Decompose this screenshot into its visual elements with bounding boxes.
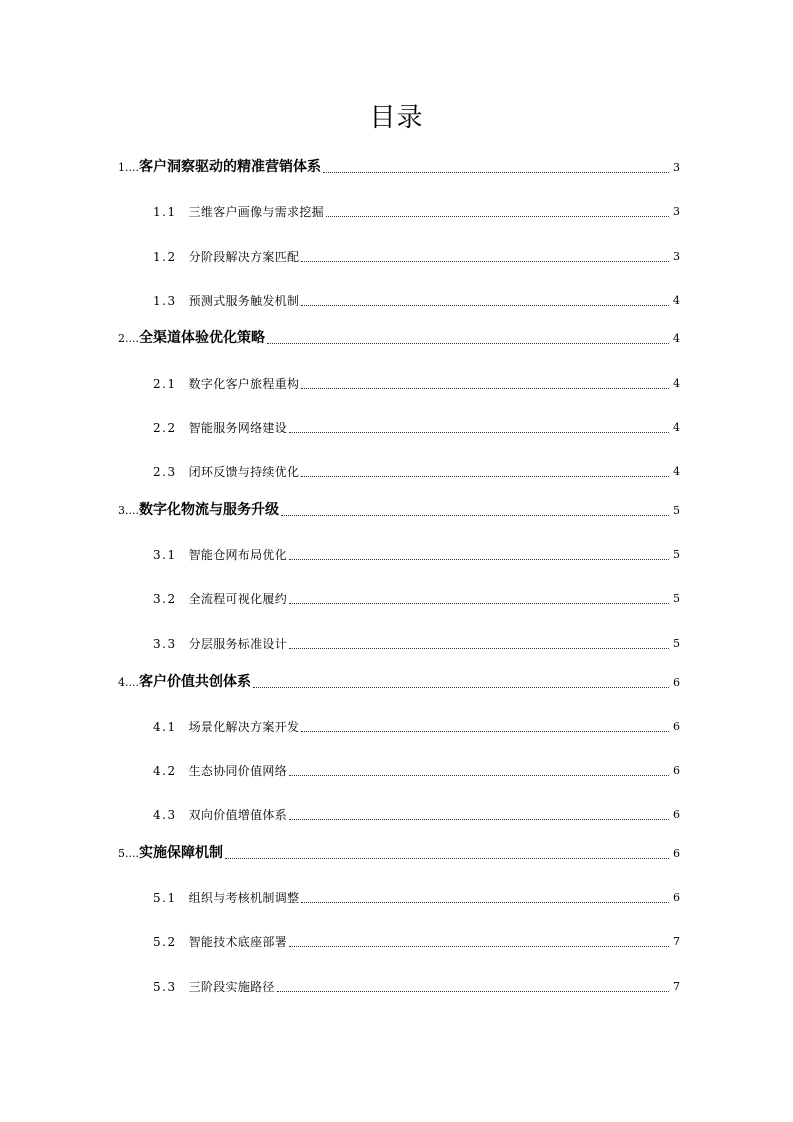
toc-entry-page: 4 bbox=[673, 421, 680, 434]
toc-entry-title: 实施保障机制 bbox=[139, 845, 223, 861]
toc-entry-title: 三维客户画像与需求挖掘 bbox=[188, 205, 324, 219]
toc-entry-4-3[interactable] bbox=[153, 803, 680, 823]
toc-entry-1[interactable] bbox=[118, 156, 680, 176]
toc-entry-5-1[interactable] bbox=[153, 886, 680, 906]
toc-entry-page: 3 bbox=[673, 205, 680, 218]
toc-dot-leader bbox=[301, 387, 669, 389]
toc-entry-title: 全渠道体验优化策略 bbox=[139, 330, 265, 346]
toc-entry-title: 客户价值共创体系 bbox=[139, 674, 251, 690]
toc-entry-title: 数字化物流与服务升级 bbox=[139, 502, 279, 518]
toc-dot-leader bbox=[289, 558, 669, 560]
toc-dot-leader bbox=[289, 774, 669, 776]
toc-entry-page: 5 bbox=[673, 637, 680, 650]
toc-entry-number: 1.2 bbox=[153, 250, 177, 264]
page-title: 目录 bbox=[369, 103, 424, 133]
toc-entry-number: 2.2 bbox=[153, 421, 177, 435]
toc-entry-number: 5.1 bbox=[153, 891, 177, 905]
toc-entry-page: 6 bbox=[673, 808, 680, 821]
toc-entry-number: 5.2 bbox=[153, 935, 177, 949]
toc-entry-page: 5 bbox=[673, 548, 680, 561]
toc-entry-number: 3.3 bbox=[153, 637, 177, 651]
toc-entry-number: 4 .... bbox=[118, 675, 139, 691]
toc-entry-title: 双向价值增值体系 bbox=[188, 808, 287, 822]
toc-entry-2[interactable] bbox=[118, 327, 680, 347]
toc-dot-leader bbox=[301, 260, 669, 262]
toc-dot-leader bbox=[253, 686, 669, 688]
toc-entry-page: 6 bbox=[673, 764, 680, 777]
toc-entry-page: 7 bbox=[673, 980, 680, 993]
toc-dot-leader bbox=[301, 304, 669, 306]
toc-entry-2-1[interactable] bbox=[153, 372, 680, 392]
toc-dot-leader bbox=[225, 857, 669, 859]
toc-entry-3-1[interactable] bbox=[153, 543, 680, 563]
toc-entry-1-1[interactable] bbox=[153, 200, 680, 220]
toc-dot-leader bbox=[301, 730, 669, 732]
toc-dot-leader bbox=[289, 647, 669, 649]
toc-dot-leader bbox=[301, 475, 669, 477]
toc-dot-leader bbox=[289, 602, 669, 604]
toc-entry-page: 3 bbox=[673, 161, 680, 174]
toc-entry-2-3[interactable] bbox=[153, 460, 680, 480]
toc-entry-page: 4 bbox=[673, 377, 680, 390]
toc-entry-title: 三阶段实施路径 bbox=[188, 980, 275, 994]
toc-entry-5-3[interactable] bbox=[153, 975, 680, 995]
toc-entry-title: 客户洞察驱动的精准营销体系 bbox=[139, 159, 321, 175]
toc-dot-leader bbox=[289, 431, 669, 433]
toc-entry-page: 4 bbox=[673, 294, 680, 307]
toc-entry-1-3[interactable] bbox=[153, 289, 680, 309]
toc-entry-number: 1 .... bbox=[118, 160, 139, 176]
toc-entry-4[interactable] bbox=[118, 671, 680, 691]
toc-entry-page: 5 bbox=[673, 592, 680, 605]
toc-entry-page: 4 bbox=[673, 465, 680, 478]
toc-dot-leader bbox=[277, 990, 669, 992]
toc-entry-page: 7 bbox=[673, 935, 680, 948]
toc-entry-number: 2 .... bbox=[118, 331, 139, 347]
toc-entry-2-2[interactable] bbox=[153, 416, 680, 436]
toc-entry-title: 智能服务网络建设 bbox=[188, 421, 287, 435]
toc-entry-number: 3.2 bbox=[153, 592, 177, 606]
toc-dot-leader bbox=[301, 901, 669, 903]
toc-entry-page: 4 bbox=[673, 332, 680, 345]
toc-entry-number: 4.2 bbox=[153, 764, 177, 778]
toc-entry-title: 数字化客户旅程重构 bbox=[188, 377, 300, 391]
toc-entry-3-3[interactable] bbox=[153, 632, 680, 652]
toc-entry-title: 组织与考核机制调整 bbox=[188, 891, 300, 905]
toc-entry-page: 6 bbox=[673, 720, 680, 733]
toc-entry-number: 2.3 bbox=[153, 465, 177, 479]
toc-entry-4-2[interactable] bbox=[153, 759, 680, 779]
toc-entry-5[interactable] bbox=[118, 842, 680, 862]
toc-entry-number: 1.1 bbox=[153, 205, 177, 219]
toc-entry-number: 1.3 bbox=[153, 294, 177, 308]
toc-entry-title: 分层服务标准设计 bbox=[188, 637, 287, 651]
toc-entry-number: 3 .... bbox=[118, 503, 139, 519]
toc-entry-title: 全流程可视化履约 bbox=[188, 592, 287, 606]
toc-entry-title: 智能技术底座部署 bbox=[188, 935, 287, 949]
toc-entry-page: 3 bbox=[673, 250, 680, 263]
toc-entry-5-2[interactable] bbox=[153, 930, 680, 950]
toc-entry-title: 场景化解决方案开发 bbox=[188, 720, 300, 734]
toc-entry-page: 6 bbox=[673, 676, 680, 689]
toc-entry-number: 5.3 bbox=[153, 980, 177, 994]
toc-entry-page: 6 bbox=[673, 847, 680, 860]
toc-entry-page: 6 bbox=[673, 891, 680, 904]
toc-dot-leader bbox=[323, 171, 669, 173]
toc-entry-number: 2.1 bbox=[153, 377, 177, 391]
toc-entry-3[interactable] bbox=[118, 499, 680, 519]
toc-entry-number: 4.3 bbox=[153, 808, 177, 822]
toc-entry-3-2[interactable] bbox=[153, 587, 680, 607]
toc-entry-title: 分阶段解决方案匹配 bbox=[188, 250, 300, 264]
toc-entry-title: 闭环反馈与持续优化 bbox=[188, 465, 300, 479]
toc-entry-1-2[interactable] bbox=[153, 245, 680, 265]
toc-dot-leader bbox=[289, 818, 669, 820]
toc-dot-leader bbox=[326, 215, 669, 217]
toc-dot-leader bbox=[267, 342, 669, 344]
toc-entry-number: 5 .... bbox=[118, 846, 139, 862]
toc-dot-leader bbox=[289, 945, 669, 947]
toc-entry-4-1[interactable] bbox=[153, 715, 680, 735]
toc-entry-title: 预测式服务触发机制 bbox=[188, 294, 300, 308]
toc-entry-title: 智能仓网布局优化 bbox=[188, 548, 287, 562]
toc-entry-number: 3.1 bbox=[153, 548, 177, 562]
toc-entry-page: 5 bbox=[673, 504, 680, 517]
toc-dot-leader bbox=[281, 514, 669, 516]
toc-entry-title: 生态协同价值网络 bbox=[188, 764, 287, 778]
toc-entry-number: 4.1 bbox=[153, 720, 177, 734]
